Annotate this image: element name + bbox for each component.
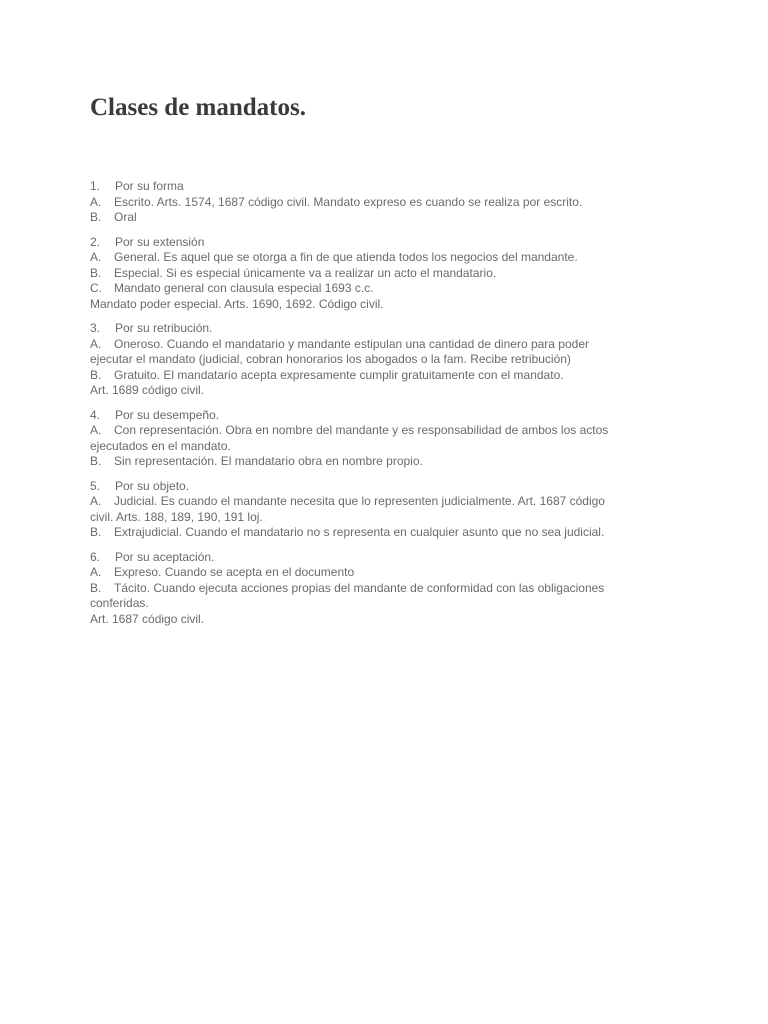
item-text-continuation: ejecutados en el mandato. [90, 438, 231, 453]
item-letter: B. [90, 210, 102, 224]
item-text: Extrajudicial. Cuando el mandatario no s representa en cualquier asunto que no sea judicial. [114, 525, 605, 539]
item-text: Con representación. Obra en nombre del mandante y es responsabilidad de ambos los actos [114, 423, 609, 437]
section-number: 6. [90, 549, 101, 564]
item-letter: B. [90, 454, 102, 468]
list-item [90, 281, 670, 297]
item-text: Gratuito. El mandatario acepta expresamente cumplir gratuitamente con el mandato. [114, 367, 564, 382]
item-letter: A. [90, 194, 102, 209]
list-item [90, 565, 670, 581]
item-letter: C. [90, 281, 102, 295]
list-item [90, 581, 670, 597]
item-letter: A. [90, 423, 102, 437]
list-item [90, 368, 670, 384]
item-letter: B. [90, 367, 102, 382]
item-text: Especial. Si es especial únicamente va a realizar un acto el mandatario. [114, 265, 497, 280]
list-item [90, 210, 670, 226]
item-letter: A. [90, 494, 102, 508]
item-text-continuation: ejecutar el mandato (judicial, cobran honorarios los abogados o la fam. Recibe retribución) [90, 352, 571, 366]
section-heading-text: Por su aceptación. [115, 549, 215, 564]
section-note: Mandato poder especial. Arts. 1690, 1692. Código civil. [90, 296, 384, 311]
list-item [90, 525, 670, 541]
item-letter: B. [90, 525, 102, 539]
section-heading-text: Por su desempeño. [115, 407, 220, 422]
item-letter: B. [90, 580, 102, 595]
page-title: Clases de mandatos. [90, 94, 306, 121]
item-text: Oral [114, 210, 137, 224]
item-text: Tácito. Cuando ejecuta acciones propias del mandante de conformidad con las obligaciones [114, 580, 605, 595]
list-item [90, 250, 670, 266]
item-text: Mandato general con clausula especial 1693 c.c. [114, 281, 374, 295]
item-text: General. Es aquel que se otorga a fin de que atienda todos los negocios del mandante. [114, 250, 578, 264]
section-3 [90, 321, 670, 399]
item-text: Oneroso. Cuando el mandatario y mandante estipulan una cantidad de dinero para poder [114, 336, 589, 351]
list-item [90, 494, 670, 510]
section-5 [90, 479, 670, 541]
item-text: Escrito. Arts. 1574, 1687 código civil. Mandato expreso es cuando se realiza por escrito. [114, 194, 583, 209]
item-text-continuation: conferidas. [90, 596, 149, 610]
section-heading [90, 550, 670, 566]
item-letter: A. [90, 565, 102, 579]
section-number: 4. [90, 407, 101, 422]
section-6 [90, 550, 670, 628]
section-number: 2. [90, 234, 101, 249]
section-number: 5. [90, 478, 101, 493]
section-heading [90, 321, 670, 337]
section-number: 3. [90, 321, 101, 335]
section-heading [90, 235, 670, 251]
section-1 [90, 179, 670, 226]
section-heading [90, 408, 670, 424]
item-text: Expreso. Cuando se acepta en el documento [114, 565, 355, 579]
section-number: 1. [90, 179, 101, 193]
list-item [90, 195, 670, 211]
section-heading-text: Por su objeto. [115, 478, 190, 493]
list-item [90, 423, 670, 439]
section-heading-text: Por su extensión [115, 234, 205, 249]
list-item [90, 266, 670, 282]
section-heading [90, 479, 670, 495]
document-body [90, 179, 670, 636]
item-letter: A. [90, 250, 102, 264]
section-2 [90, 235, 670, 313]
item-letter: B. [90, 265, 102, 280]
item-text-continuation: civil. Arts. 188, 189, 190, 191 loj. [90, 509, 263, 524]
item-text: Sin representación. El mandatario obra en nombre propio. [114, 454, 423, 468]
list-item [90, 454, 670, 470]
section-4 [90, 408, 670, 470]
section-note: Art. 1689 código civil. [90, 383, 205, 397]
item-text: Judicial. Es cuando el mandante necesita que lo representen judicialmente. Art. 1687 código [114, 494, 605, 508]
section-heading-text: Por su retribución. [115, 321, 213, 335]
section-note: Art. 1687 código civil. [90, 611, 205, 626]
section-heading-text: Por su forma [115, 179, 184, 193]
item-letter: A. [90, 336, 102, 351]
list-item [90, 337, 670, 353]
section-heading [90, 179, 670, 195]
